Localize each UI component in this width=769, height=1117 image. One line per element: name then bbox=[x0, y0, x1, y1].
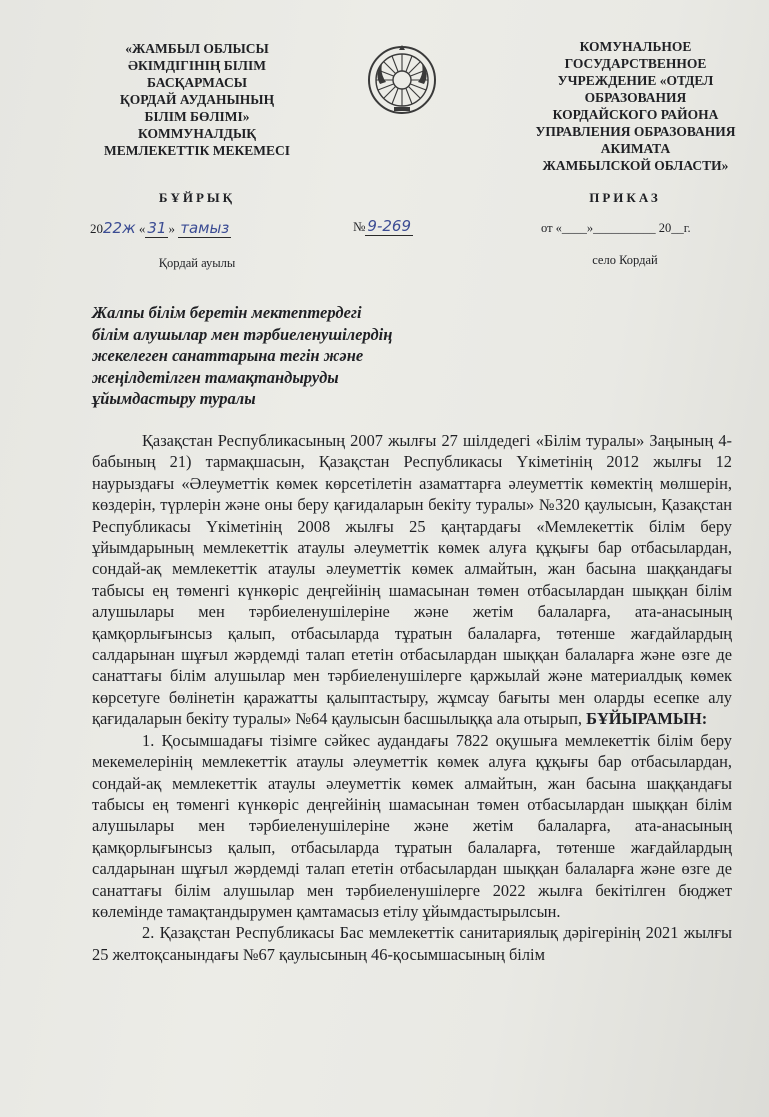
header-left-line: «ЖАМБЫЛ ОБЛЫСЫ bbox=[125, 41, 269, 56]
document-body bbox=[92, 430, 732, 965]
header-left-kazakh bbox=[92, 40, 302, 159]
header-right-line: КОРДАЙСКОГО РАЙОНА bbox=[552, 107, 719, 122]
number-prefix: № bbox=[353, 219, 366, 234]
header-right-line: УЧРЕЖДЕНИЕ «ОТДЕЛ bbox=[557, 73, 714, 88]
date-prefix: 20 bbox=[90, 221, 103, 236]
preamble-text: Қазақстан Республикасының 2007 жылғы 27 шілдедегі «Білім туралы» Заңының 4-бабының 21) тармақшасын, Қазақстан Республикасы Үкіметінің 2012 жылғы 12 наурыздағы «Әлеуметтік көмек көрсетілетін азаматтарға әлеуметтік көмектің мөлшерін, көздерін, түрлерін және оны беру қағидаларын бекіту туралы» №320 қаулысын, Қазақстан Республикасы Үкіметінің 2008 жылғы 25 қаңтардағы «Мемлекеттік білім беру ұйымдарының мемлекеттік атаулы әлеуметтік көмек алуға құқығы бар отбасылардан, сондай-ақ мемлекеттік атаулы әлеуметтік көмек алмайтын, жан басына шаққандағы табысы ең төменгі күнкөріс деңгейінің шамасынан төмен отбасылардан шыққан білім алушылары мен тәрбиеленушілеріне және жетім балаларға, ата-анасының қамқорлығынсыз қалып, отбасыларда тұратын балаларға, төтенше жағдайлардың салдарынан шұғыл жәрдемді талап ететін отбасылардан шыққан балаларға және өзге де санаттағы білім алушылар мен тәрбиеленушілерге қаржылай және материалдық көмек көрсетуге бөлінетін қаражатты қалыптастыру, жұмсау бағыты мен оларды есепке алу қағидаларын бекіту туралы» №64 қаулысын басшылыққа ала отырып, bbox=[92, 431, 732, 729]
header-left-line: МЕМЛЕКЕТТІК МЕКЕМЕСІ bbox=[103, 143, 291, 158]
place-kazakh: Қордай ауылы bbox=[158, 256, 236, 270]
title-line: Жалпы білім беретін мектептердегі bbox=[92, 303, 362, 322]
title-line: білім алушылар мен тәрбиеленушілердің bbox=[92, 324, 393, 344]
order-label-kazakh: БҰЙРЫҚ bbox=[158, 190, 236, 205]
header-right-line: АКИМАТА bbox=[600, 141, 671, 156]
header-left-line: ҚОРДАЙ АУДАНЫНЫҢ bbox=[119, 92, 275, 107]
header-left-line: БІЛІМ БӨЛІМІ» bbox=[144, 109, 250, 124]
title-line: ұйымдастыру туралы bbox=[92, 389, 256, 408]
date-year-handwritten: 22ж bbox=[103, 219, 136, 237]
header-left-line: ӘКІМДІГІНІҢ БІЛІМ bbox=[127, 58, 266, 73]
document-title bbox=[92, 302, 472, 410]
header-right-line: ОБРАЗОВАНИЯ bbox=[584, 90, 687, 105]
title-line: жекелеген санаттарына тегін және bbox=[92, 346, 364, 365]
body-paragraph-preamble bbox=[92, 430, 732, 730]
header-left-line: КОММУНАЛДЫҚ bbox=[138, 126, 256, 141]
order-number bbox=[353, 217, 413, 236]
state-emblem-icon bbox=[366, 44, 438, 116]
header-right-line: ГОСУДАРСТВЕННОЕ bbox=[564, 56, 707, 71]
date-day-handwritten: 31 bbox=[147, 219, 167, 237]
order-date-russian: от «____»__________ 20__г. bbox=[541, 221, 691, 235]
header-right-line: ЖАМБЫЛСКОЙ ОБЛАСТИ» bbox=[542, 158, 729, 173]
header-right-line: КОМУНАЛЬНОЕ bbox=[579, 39, 692, 54]
order-label-russian: ПРИКАЗ bbox=[589, 190, 661, 205]
place-russian: село Кордай bbox=[592, 253, 658, 267]
body-paragraph-item-2: 2. Қазақстан Республикасы Бас мемлекеттік санитариялық дәрігерінің 2021 жылғы 25 желтоқсанындағы №67 қаулысының 46-қосымшасының білім bbox=[92, 923, 732, 964]
body-paragraph-item-1: 1. Қосымшадағы тізімге сәйкес аудандағы 7822 оқушыға мемлекеттік білім беру мекемелерінің мемлекеттік атаулы әлеуметтік көмек алуға құқығы бар отбасылардан, сондай-ақ мемлекеттік атаулы әлеуметтік көмек алмайтын, жан басына шаққандағы табысы ең төменгі күнкөріс деңгейінің шамасынан төмен отбасылардан шыққан білім алушылары мен тәрбиеленушілеріне және жетім балаларға, ата-анасының қамқорлығынсыз қалып, отбасыларда тұратын балаларға, төтенше жағдайлардың салдарынан шұғыл жәрдемді талап ететін отбасылардан шыққан балаларға және өзге де санаттағы білім алушылар мен тәрбиеленушілерге 2022 жылға бекітілген бюджет көлемінде тамақтандырумен қамтамасыз етілу ұйымдастырылсын. bbox=[92, 730, 732, 921]
header-right-line: УПРАВЛЕНИЯ ОБРАЗОВАНИЯ bbox=[535, 124, 736, 139]
number-value-handwritten: 9-269 bbox=[367, 217, 411, 235]
order-keyword: БҰЙЫРАМЫН: bbox=[586, 709, 708, 729]
date-month-handwritten: тамыз bbox=[180, 219, 230, 237]
header-right-russian bbox=[528, 38, 743, 174]
title-line: жеңілдетілген тамақтандыруды bbox=[92, 367, 339, 387]
header-left-line: БАСҚАРМАСЫ bbox=[147, 75, 247, 90]
order-date-kazakh: 2022ж « 31 » тамыз bbox=[90, 219, 230, 237]
